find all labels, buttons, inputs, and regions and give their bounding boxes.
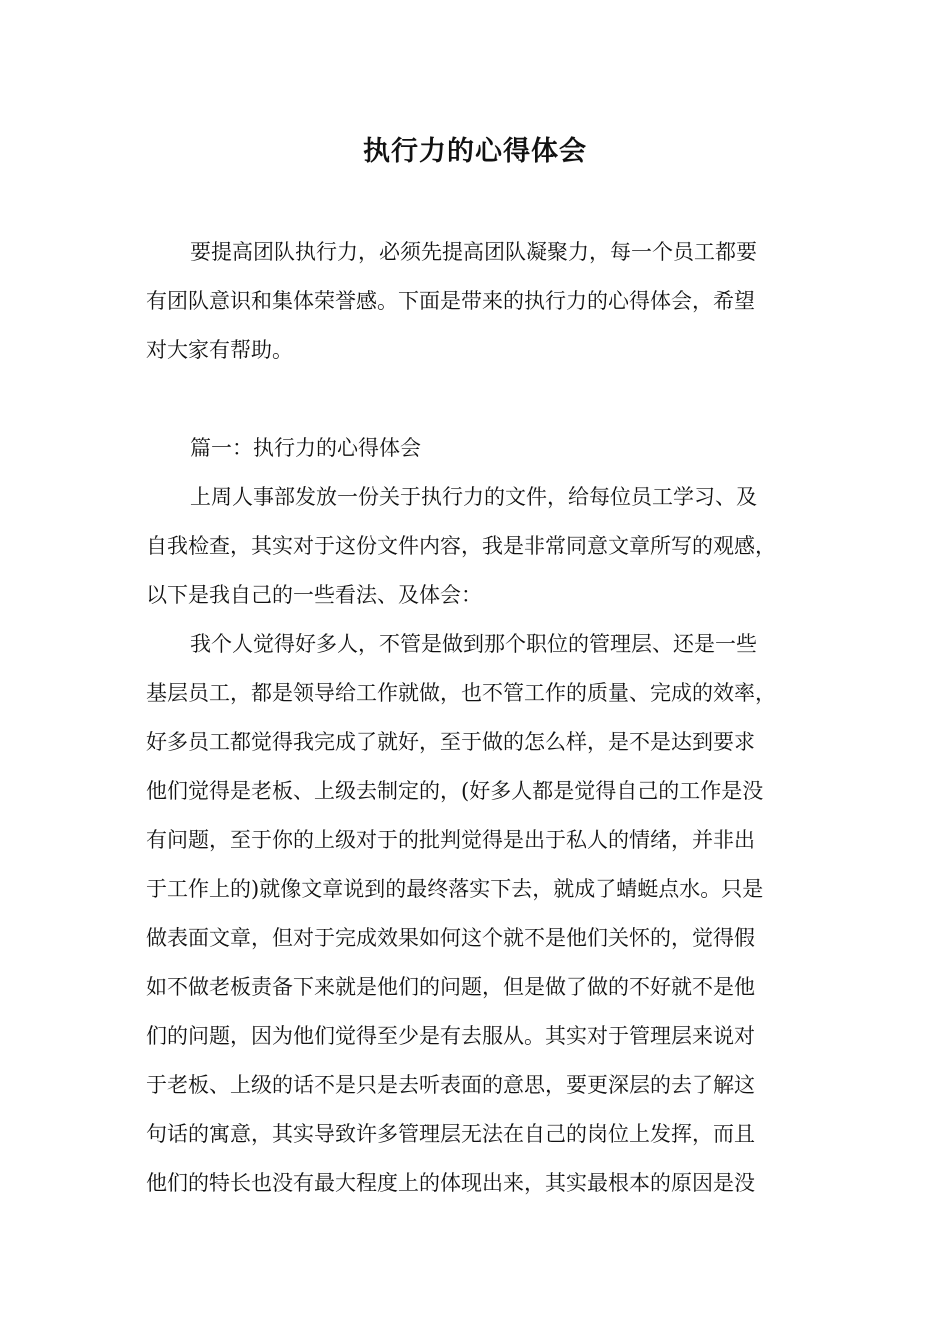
- paragraph-line: 好多员工都觉得我完成了就好，至于做的怎么样，是不是达到要求: [146, 730, 755, 754]
- intro-line: 有团队意识和集体荣誉感。下面是带来的执行力的心得体会，希望: [146, 289, 755, 313]
- intro-line: 对大家有帮助。: [146, 338, 293, 362]
- paragraph-line: 自我检查，其实对于这份文件内容，我是非常同意文章所写的观感，: [146, 534, 776, 558]
- paragraph-line: 做表面文章，但对于完成效果如何这个就不是他们关怀的，觉得假: [146, 926, 755, 950]
- paragraph-line: 有问题，至于你的上级对于的批判觉得是出于私人的情绪，并非出: [146, 828, 755, 852]
- paragraph-line: 基层员工，都是领导给工作就做，也不管工作的质量、完成的效率，: [146, 681, 776, 705]
- paragraph-line: 们的问题，因为他们觉得至少是有去服从。其实对于管理层来说对: [146, 1024, 755, 1048]
- paragraph-line: 如不做老板责备下来就是他们的问题，但是做了做的不好就不是他: [146, 975, 755, 999]
- paragraph-line: 他们觉得是老板、上级去制定的，(好多人都是觉得自己的工作是没: [146, 779, 764, 803]
- document-title: 执行力的心得体会: [363, 136, 587, 167]
- paragraph-line: 他们的特长也没有最大程度上的体现出来，其实最根本的原因是没: [146, 1171, 755, 1195]
- intro-paragraph: [146, 228, 826, 375]
- section-heading: 篇一：执行力的心得体会: [190, 436, 421, 460]
- document-body: [146, 424, 826, 1208]
- paragraph-line: 我个人觉得好多人，不管是做到那个职位的管理层、还是一些: [190, 632, 757, 656]
- paragraph-line: 于老板、上级的话不是只是去听表面的意思，要更深层的去了解这: [146, 1073, 755, 1097]
- paragraph-line: 句话的寓意，其实导致许多管理层无法在自己的岗位上发挥，而且: [146, 1122, 755, 1146]
- paragraph-line: 以下是我自己的一些看法、及体会：: [146, 583, 482, 607]
- paragraph-line: 于工作上的)就像文章说到的最终落实下去，就成了蜻蜓点水。只是: [146, 877, 764, 901]
- paragraph-line: 上周人事部发放一份关于执行力的文件，给每位员工学习、及: [190, 485, 757, 509]
- intro-line: 要提高团队执行力，必须先提高团队凝聚力，每一个员工都要: [190, 240, 757, 264]
